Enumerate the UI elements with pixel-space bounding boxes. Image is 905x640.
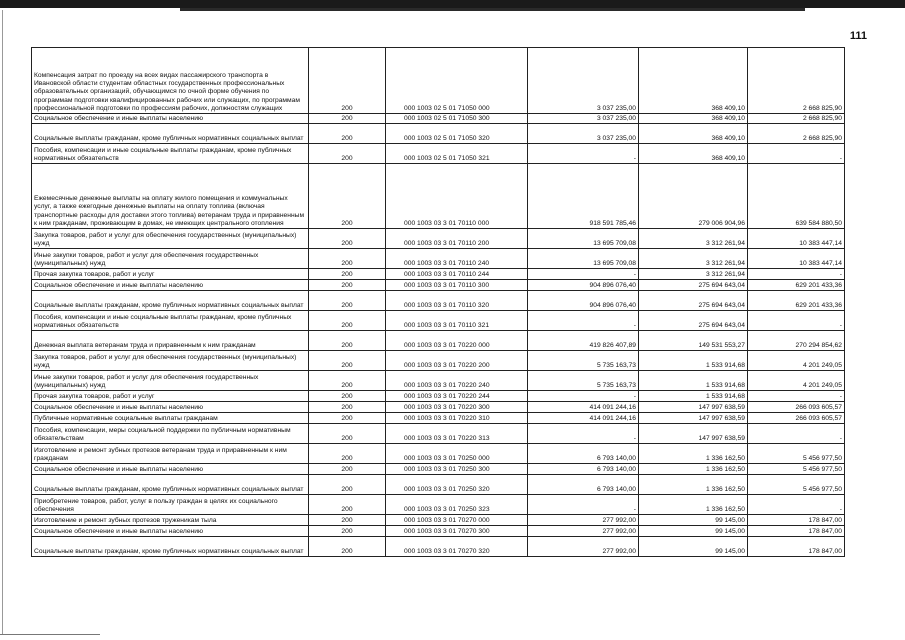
table-row [32,464,845,475]
row-code: 200 [309,402,386,413]
table-row [32,526,845,537]
row-code: 200 [309,331,386,351]
row-description: Денежная выплата ветеранам труда и приравненным к ним гражданам [32,331,309,351]
row-remaining: 178 847,00 [748,526,845,537]
row-executed: 368 409,10 [639,114,748,124]
table-row [32,391,845,402]
row-kbk: 000 1003 03 3 01 70220 313 [386,424,528,444]
row-remaining: - [748,391,845,402]
table-row [32,280,845,291]
row-code: 200 [309,269,386,280]
row-executed: 147 997 638,59 [639,424,748,444]
row-kbk: 000 1003 03 3 01 70110 240 [386,249,528,269]
row-remaining: 5 456 977,50 [748,444,845,464]
row-description: Иные закупки товаров, работ и услуг для обеспечения государственных (муниципальных) нужд [32,249,309,269]
row-description: Социальные выплаты гражданам, кроме публичных нормативных социальных выплат [32,124,309,144]
table-row [32,444,845,464]
row-approved: 13 695 709,08 [528,249,639,269]
row-code: 200 [309,537,386,557]
row-kbk: 000 1003 03 3 01 70220 244 [386,391,528,402]
row-description: Иные закупки товаров, работ и услуг для обеспечения государственных (муниципальных) нужд [32,371,309,391]
row-code: 200 [309,291,386,311]
row-kbk: 000 1003 03 3 01 70270 300 [386,526,528,537]
table-row [32,351,845,371]
row-kbk: 000 1003 03 3 01 70110 244 [386,269,528,280]
row-remaining: 4 201 249,05 [748,371,845,391]
row-code: 200 [309,495,386,515]
row-executed: 147 997 638,59 [639,402,748,413]
row-kbk: 000 1003 03 3 01 70250 300 [386,464,528,475]
row-approved: 5 735 163,73 [528,351,639,371]
row-approved: 904 896 076,40 [528,291,639,311]
table-row [32,164,845,229]
table-row [32,48,845,114]
row-code: 200 [309,515,386,526]
row-description: Прочая закупка товаров, работ и услуг [32,391,309,402]
row-kbk: 000 1003 02 5 01 71050 300 [386,114,528,124]
row-description: Изготовление и ремонт зубных протезов ветеранам труда и приравненным к ним гражданам [32,444,309,464]
scan-top-bar [0,0,905,8]
row-remaining: 5 456 977,50 [748,475,845,495]
row-remaining: 629 201 433,36 [748,291,845,311]
row-description: Социальные выплаты гражданам, кроме публичных нормативных социальных выплат [32,537,309,557]
row-code: 200 [309,229,386,249]
row-executed: 368 409,10 [639,124,748,144]
row-remaining: 10 383 447,14 [748,229,845,249]
row-remaining: 2 668 825,90 [748,124,845,144]
row-description: Социальные выплаты гражданам, кроме публичных нормативных социальных выплат [32,291,309,311]
row-remaining: 178 847,00 [748,537,845,557]
row-kbk: 000 1003 03 3 01 70110 300 [386,280,528,291]
row-executed: 149 531 553,27 [639,331,748,351]
row-description: Закупка товаров, работ и услуг для обеспечения государственных (муниципальных) нужд [32,351,309,371]
row-executed: 279 006 904,96 [639,164,748,229]
row-executed: 1 533 914,68 [639,391,748,402]
row-executed: 1 336 162,50 [639,495,748,515]
row-approved: 6 793 140,00 [528,464,639,475]
row-kbk: 000 1003 03 3 01 70110 000 [386,164,528,229]
table-row [32,413,845,424]
row-executed: 1 533 914,68 [639,351,748,371]
scan-left-edge [2,10,3,635]
table-row [32,269,845,280]
row-description: Приобретение товаров, работ, услуг в пользу граждан в целях их социального обеспечения [32,495,309,515]
row-approved: 3 037 235,00 [528,48,639,114]
row-code: 200 [309,48,386,114]
table-row [32,311,845,331]
row-executed: 275 694 643,04 [639,280,748,291]
row-code: 200 [309,164,386,229]
table-row [32,424,845,444]
row-kbk: 000 1003 02 5 01 71050 000 [386,48,528,114]
row-executed: 3 312 261,94 [639,229,748,249]
row-approved: - [528,391,639,402]
row-code: 200 [309,371,386,391]
row-code: 200 [309,464,386,475]
page-number: 111 [849,30,867,42]
budget-table [31,47,845,557]
row-kbk: 000 1003 03 3 01 70220 310 [386,413,528,424]
row-description: Социальное обеспечение и иные выплаты населению [32,114,309,124]
row-approved: - [528,495,639,515]
row-description: Прочая закупка товаров, работ и услуг [32,269,309,280]
table-row [32,124,845,144]
row-executed: 99 145,00 [639,515,748,526]
row-approved: 6 793 140,00 [528,475,639,495]
row-remaining: 4 201 249,05 [748,351,845,371]
row-executed: 1 533 914,68 [639,371,748,391]
row-code: 200 [309,391,386,402]
row-description: Компенсация затрат по проезду на всех видах пассажирского транспорта в Ивановской области студентам областных государственных профессиональных образовательных организаций, обучающимся по очной форме обучения по программам подготовки квалифицированных рабочих или служащих, по программам профессиональной подготовки по профессиям рабочих, должностям служащих [32,48,309,114]
table-row [32,371,845,391]
row-approved: - [528,311,639,331]
row-description: Социальное обеспечение и иные выплаты населению [32,402,309,413]
row-remaining: 629 201 433,36 [748,280,845,291]
row-kbk: 000 1003 03 3 01 70270 320 [386,537,528,557]
table-row [32,537,845,557]
row-code: 200 [309,124,386,144]
table-row [32,249,845,269]
row-code: 200 [309,413,386,424]
row-remaining: 266 093 605,57 [748,413,845,424]
row-kbk: 000 1003 03 3 01 70220 240 [386,371,528,391]
table-row [32,291,845,311]
row-code: 200 [309,114,386,124]
row-approved: 414 091 244,16 [528,413,639,424]
row-code: 200 [309,475,386,495]
table-row [32,114,845,124]
scan-top-bar-shadow [180,8,805,11]
row-kbk: 000 1003 03 3 01 70220 000 [386,331,528,351]
row-code: 200 [309,351,386,371]
row-description: Пособия, компенсации, меры социальной поддержки по публичным нормативным обязательствам [32,424,309,444]
row-code: 200 [309,311,386,331]
row-code: 200 [309,144,386,164]
row-kbk: 000 1003 03 3 01 70110 200 [386,229,528,249]
row-approved: 414 091 244,16 [528,402,639,413]
row-remaining: 270 294 854,62 [748,331,845,351]
table-row [32,495,845,515]
row-remaining: - [748,144,845,164]
row-executed: 1 336 162,50 [639,464,748,475]
table-row [32,331,845,351]
row-code: 200 [309,424,386,444]
row-remaining: 2 668 825,90 [748,48,845,114]
table-row [32,402,845,413]
row-remaining: - [748,424,845,444]
row-executed: 368 409,10 [639,48,748,114]
row-approved: 277 992,00 [528,537,639,557]
row-remaining: 5 456 977,50 [748,464,845,475]
row-approved: 277 992,00 [528,515,639,526]
row-executed: 99 145,00 [639,526,748,537]
row-kbk: 000 1003 03 3 01 70250 320 [386,475,528,495]
row-approved: 277 992,00 [528,526,639,537]
row-description: Ежемесячные денежные выплаты на оплату жилого помещения и коммунальных услуг, а также ежегодные денежные выплаты на оплату топлива (включая транспортные расходы для доставки этого топлива) ветеранам труда и приравненным к ним гражданам, проживающим в домах, не имеющих центрального отопления [32,164,309,229]
table-row [32,229,845,249]
row-approved: 918 591 785,46 [528,164,639,229]
row-approved: 3 037 235,00 [528,114,639,124]
row-approved: - [528,424,639,444]
row-kbk: 000 1003 03 3 01 70220 300 [386,402,528,413]
row-remaining: 639 584 880,50 [748,164,845,229]
row-remaining: - [748,311,845,331]
row-kbk: 000 1003 02 5 01 71050 320 [386,124,528,144]
row-description: Социальное обеспечение и иные выплаты населению [32,464,309,475]
table-row [32,515,845,526]
row-executed: 1 336 162,50 [639,444,748,464]
row-remaining: 178 847,00 [748,515,845,526]
row-remaining: 2 668 825,90 [748,114,845,124]
row-remaining: - [748,495,845,515]
row-kbk: 000 1003 03 3 01 70250 000 [386,444,528,464]
row-executed: 368 409,10 [639,144,748,164]
row-remaining: - [748,269,845,280]
budget-table-body [32,48,845,557]
row-executed: 275 694 643,04 [639,311,748,331]
row-approved: - [528,269,639,280]
table-row [32,475,845,495]
row-description: Пособия, компенсации и иные социальные выплаты гражданам, кроме публичных нормативных обязательств [32,311,309,331]
row-code: 200 [309,526,386,537]
row-approved: - [528,144,639,164]
row-remaining: 266 093 605,57 [748,402,845,413]
row-code: 200 [309,444,386,464]
row-executed: 147 997 638,59 [639,413,748,424]
row-description: Изготовление и ремонт зубных протезов труженикам тыла [32,515,309,526]
row-description: Пособия, компенсации и иные социальные выплаты гражданам, кроме публичных нормативных обязательств [32,144,309,164]
row-description: Социальные выплаты гражданам, кроме публичных нормативных социальных выплат [32,475,309,495]
row-kbk: 000 1003 03 3 01 70110 321 [386,311,528,331]
row-approved: 6 793 140,00 [528,444,639,464]
row-executed: 3 312 261,94 [639,249,748,269]
row-description: Социальное обеспечение и иные выплаты населению [32,280,309,291]
row-kbk: 000 1003 03 3 01 70110 320 [386,291,528,311]
table-row [32,144,845,164]
row-code: 200 [309,280,386,291]
row-description: Публичные нормативные социальные выплаты гражданам [32,413,309,424]
row-approved: 904 896 076,40 [528,280,639,291]
row-executed: 275 694 643,04 [639,291,748,311]
row-description: Закупка товаров, работ и услуг для обеспечения государственных (муниципальных) нужд [32,229,309,249]
row-kbk: 000 1003 03 3 01 70270 000 [386,515,528,526]
row-kbk: 000 1003 02 5 01 71050 321 [386,144,528,164]
row-executed: 1 336 162,50 [639,475,748,495]
row-remaining: 10 383 447,14 [748,249,845,269]
row-approved: 13 695 709,08 [528,229,639,249]
row-kbk: 000 1003 03 3 01 70220 200 [386,351,528,371]
row-approved: 419 826 407,89 [528,331,639,351]
row-executed: 99 145,00 [639,537,748,557]
row-approved: 5 735 163,73 [528,371,639,391]
row-approved: 3 037 235,00 [528,124,639,144]
row-executed: 3 312 261,94 [639,269,748,280]
scan-bottom-line [0,634,100,635]
row-kbk: 000 1003 03 3 01 70250 323 [386,495,528,515]
row-description: Социальное обеспечение и иные выплаты населению [32,526,309,537]
row-code: 200 [309,249,386,269]
